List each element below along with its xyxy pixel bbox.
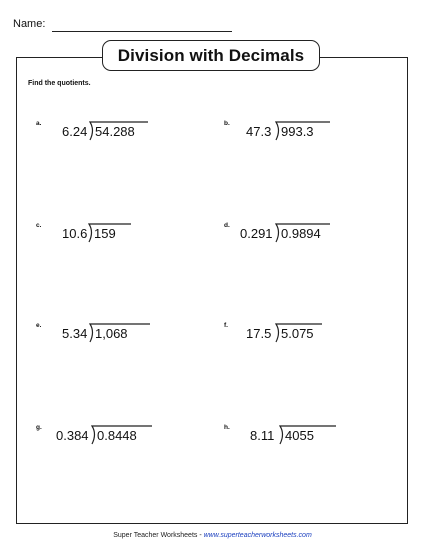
problem-label: f. — [224, 322, 228, 329]
worksheet-title: Division with Decimals — [102, 40, 320, 71]
dividend: 0.8448 — [97, 428, 137, 443]
problem-label: d. — [224, 222, 230, 229]
dividend: 4055 — [285, 428, 314, 443]
footer-url[interactable]: www.superteacherworksheets.com — [203, 532, 312, 539]
divisor: 47.3 — [246, 124, 272, 139]
footer-text: Super Teacher Worksheets - — [113, 532, 204, 539]
name-row — [13, 18, 45, 30]
problem-label: g. — [36, 424, 42, 431]
name-label: Name: — [13, 18, 46, 30]
dividend: 0.9894 — [281, 226, 321, 241]
problem-label: b. — [224, 120, 230, 127]
footer — [0, 532, 425, 539]
problem-label: c. — [36, 222, 42, 229]
instructions: Find the quotients. — [28, 80, 91, 87]
problem-label: e. — [36, 322, 42, 329]
name-line — [52, 31, 232, 32]
divisor: 0.384 — [56, 428, 89, 443]
dividend: 54.288 — [95, 124, 135, 139]
divisor: 17.5 — [246, 326, 272, 341]
problem-label: a. — [36, 120, 42, 127]
divisor: 5.34 — [62, 326, 88, 341]
divisor: 10.6 — [62, 226, 88, 241]
dividend: 993.3 — [281, 124, 314, 139]
divisor: 6.24 — [62, 124, 88, 139]
dividend: 5.075 — [281, 326, 314, 341]
divisor: 0.291 — [240, 226, 273, 241]
dividend: 159 — [94, 226, 116, 241]
divisor: 8.11 — [250, 428, 275, 443]
dividend: 1,068 — [95, 326, 128, 341]
problem-label: h. — [224, 424, 230, 431]
